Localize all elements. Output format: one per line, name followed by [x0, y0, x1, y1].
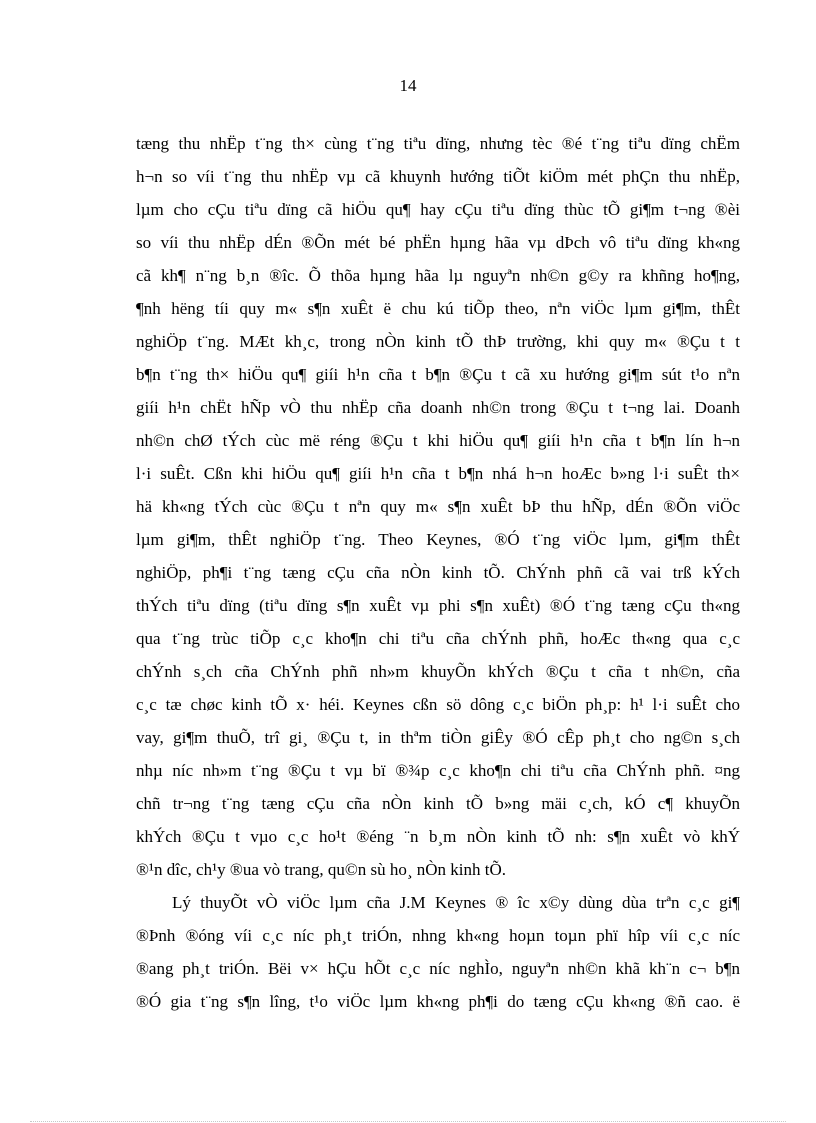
text-line: b¶n t¨ng th× hiÖu qu¶ giíi h¹n cña t b¶n ®Çu t cã xu hướng gi¶m sút t¹o nªn — [136, 365, 740, 384]
text-line: l·i suÊt. Cßn khi hiÖu qu¶ giíi h¹n cña t b¶n nhá h¬n hoÆc b»ng l·i suÊt th× — [136, 464, 740, 483]
text-line: ®ang ph¸t triÓn. Bëi v× hÇu hÕt c¸c níc nghÌo, nguyªn nh©n khã kh¨n c¬ b¶n — [136, 959, 740, 978]
text-line: c¸c tæ chøc kinh tÕ x· héi. Keynes cßn sö dông c¸c biÖn ph¸p: h¹ l·i suÊt cho — [136, 695, 740, 714]
text-line: h¬n so víi t¨ng thu nhËp vµ cã khuynh hướng tiÕt kiÖm mét phÇn thu nhËp, — [136, 167, 740, 186]
text-line: hä kh«ng tÝch cùc ®Çu t nªn quy m« s¶n xuÊt bÞ thu hÑp, dÉn ®Õn viÖc — [136, 497, 740, 516]
text-line: ®¹n dîc, ch¹y ®ua vò trang, qu©n sù ho¸ nÒn kinh tÕ. — [136, 860, 507, 879]
text-line: nh©n chØ tÝch cùc më réng ®Çu t khi hiÖu qu¶ giíi h¹n cña t b¶n lín h¬n — [136, 431, 740, 450]
text-line: nhµ níc nh»m t¨ng ®Çu t vµ bï ®¾p c¸c kho¶n chi tiªu cña ChÝnh phñ. ¤ng — [136, 761, 740, 780]
body-text — [136, 131, 740, 1022]
text-line: nghiÖp t¨ng. MÆt kh¸c, trong nÒn kinh tÕ thÞ trường, khi quy m« ®Çu t t — [136, 332, 740, 351]
footer-divider — [30, 1121, 786, 1122]
text-line: qua t¨ng trùc tiÕp c¸c kho¶n chi tiªu cña chÝnh phñ, hoÆc th«ng qua c¸c — [136, 629, 740, 648]
text-line: ®Þnh ®óng víi c¸c níc ph¸t triÓn, nhng kh«ng hoµn toµn phï hîp víi c¸c níc — [136, 926, 740, 945]
text-line: giíi h¹n chËt hÑp vÒ thu nhËp cña doanh nh©n trong ®Çu t t¬ng lai. Doanh — [136, 398, 740, 417]
text-line: vay, gi¶m thuÕ, trî gi¸ ®Çu t, in thªm tiÒn giÊy ®Ó cÊp ph¸t cho ng©n s¸ch — [136, 728, 740, 747]
text-line: tæng thu nhËp t¨ng th× cùng t¨ng tiªu dïng, nhưng tèc ®é t¨ng tiªu dïng chËm — [136, 134, 740, 153]
text-line: so víi thu nhËp dÉn ®Õn mét bé phËn hµng hãa vµ dÞch vô tiªu dïng kh«ng — [136, 233, 740, 252]
text-line: nghiÖp, ph¶i t¨ng tæng cÇu cña nÒn kinh tÕ. ChÝnh phñ cã vai trß kÝch — [136, 563, 740, 582]
text-line: Lý thuyÕt vÒ viÖc lµm cña J.M Keynes ® îc x©y dùng dùa trªn c¸c gi¶ — [172, 893, 740, 912]
text-line: ¶nh hëng tíi quy m« s¶n xuÊt ë chu kú tiÕp theo, nªn viÖc lµm gi¶m, thÊt — [136, 299, 740, 318]
page-number: 14 — [399, 76, 417, 95]
text-line: khÝch ®Çu t vµo c¸c ho¹t ®éng ¨n b¸m nÒn kinh tÕ nh: s¶n xuÊt vò khÝ — [136, 827, 740, 846]
text-line: chÝnh s¸ch cña ChÝnh phñ nh»m khuyÕn khÝch ®Çu t cña t nh©n, cña — [136, 662, 740, 681]
text-line: ®Ó gia t¨ng s¶n lîng, t¹o viÖc lµm kh«ng ph¶i do tæng cÇu kh«ng ®ñ cao. ë — [136, 992, 740, 1011]
text-line: lµm cho cÇu tiªu dïng cã hiÖu qu¶ hay cÇu tiªu dïng thùc tÕ gi¶m t¬ng ®èi — [136, 200, 740, 219]
text-line: lµm gi¶m, thÊt nghiÖp t¨ng. Theo Keynes, ®Ó t¨ng viÖc lµm, gi¶m thÊt — [136, 530, 740, 549]
text-line: cã kh¶ n¨ng b¸n ®îc. Õ thõa hµng hãa lµ nguyªn nh©n g©y ra khñng ho¶ng, — [136, 266, 740, 285]
text-line: chñ tr¬ng t¨ng tæng cÇu cña nÒn kinh tÕ b»ng mäi c¸ch, kÓ c¶ khuyÕn — [136, 794, 740, 813]
text-line: thÝch tiªu dïng (tiªu dïng s¶n xuÊt vµ phi s¶n xuÊt) ®Ó t¨ng tæng cÇu th«ng — [136, 596, 740, 615]
